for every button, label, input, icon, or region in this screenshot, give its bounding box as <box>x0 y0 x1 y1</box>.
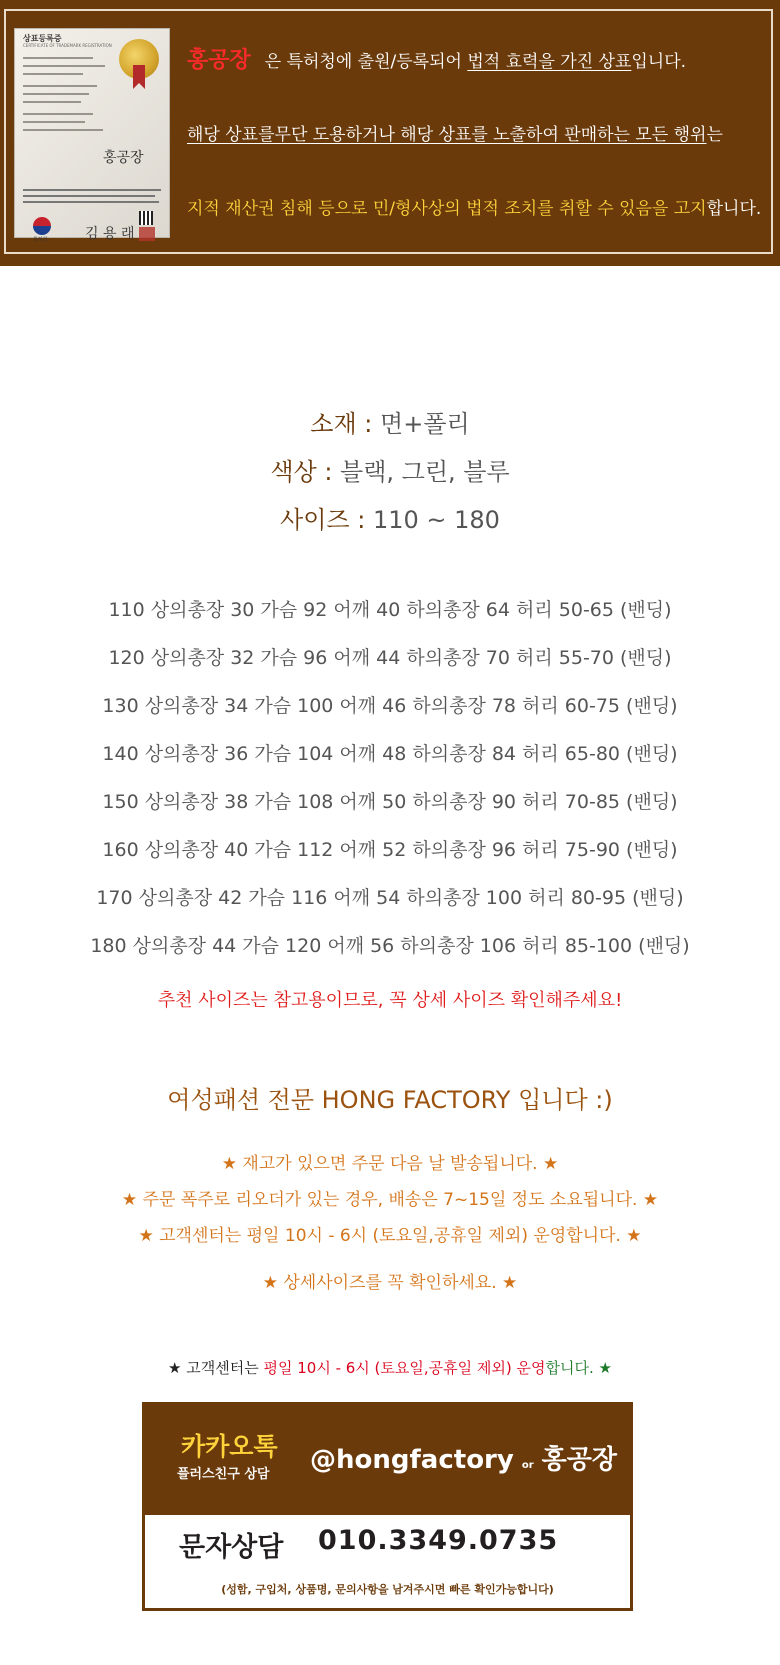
certificate-signature: 김 용 래 <box>85 226 135 242</box>
banner-line-3-end: 합니다. <box>706 199 762 219</box>
certificate-line <box>23 65 105 67</box>
banner-line-1-text: 은 특허청에 출원/등록되어 <box>264 52 468 72</box>
material-value: 면+폴리 <box>372 410 470 438</box>
material-label: 소재 : <box>310 410 373 438</box>
certificate-paragraph-line <box>23 195 155 197</box>
certificate-line <box>23 73 83 75</box>
cs-suffix: 합니다. <box>545 1359 594 1377</box>
cs-hours: 평일 10시 - 6시 (토요일,공휴일 제외) 운영 <box>263 1359 546 1377</box>
contact-note: (성함, 구입처, 상품명, 문의사항을 남겨주시면 빠른 확인가능합니다) <box>221 1583 554 1596</box>
banner-line-1-emphasis: 법적 효력을 가진 상표 <box>467 52 632 72</box>
phone-number[interactable]: 010.3349.0735 <box>318 1525 559 1556</box>
cs-prefix: ★ 고객센터는 <box>168 1359 264 1377</box>
shipping-note: ★ 재고가 있으면 주문 다음 날 발송됩니다. ★ <box>221 1154 559 1174</box>
korea-emblem-icon <box>33 217 51 235</box>
size-row: 140 상의총장 36 가슴 104 어깨 48 하의총장 84 허리 65-80 (밴딩) <box>102 743 678 765</box>
certificate-mark: 홍공장 <box>103 150 144 166</box>
size-row: 120 상의총장 32 가슴 96 어깨 44 하의총장 70 허리 55-70 (밴딩) <box>108 647 672 669</box>
banner-line-2-emphasis: 무단 도용하거나 해당 상표를 노출하여 판매하는 모든 행위 <box>274 125 707 145</box>
certificate-line <box>23 93 89 95</box>
cs-star: ★ <box>593 1359 612 1377</box>
shipping-note: ★ 고객센터는 평일 10시 - 6시 (토요일,공휴일 제외) 운영합니다. ★ <box>138 1226 642 1246</box>
kakao-handle-line <box>310 1439 617 1476</box>
size-row: 170 상의총장 42 가슴 116 어깨 54 하의총장 100 허리 80-95 (밴딩) <box>96 887 684 909</box>
shipping-note: ★ 상세사이즈를 꼭 확인하세요. ★ <box>262 1273 518 1293</box>
customer-service-hours <box>0 1357 780 1378</box>
kakao-section <box>145 1405 630 1515</box>
color-spec <box>0 452 780 487</box>
size-spec <box>0 500 780 535</box>
seal-ribbon-icon <box>133 65 145 89</box>
or-label: or <box>521 1460 534 1471</box>
size-notice: 추천 사이즈는 참고용이므로, 꼭 상세 사이즈 확인해주세요! <box>157 990 623 1011</box>
shipping-note: ★ 주문 폭주로 리오더가 있는 경우, 배송은 7~15일 정도 소요됩니다. ★ <box>121 1190 659 1210</box>
sms-label: 문자상담 <box>179 1532 284 1563</box>
qr-code-icon <box>139 211 153 225</box>
color-value: 블랙, 그린, 블루 <box>332 458 510 486</box>
banner-line-2 <box>187 120 723 145</box>
certificate-line <box>23 121 85 123</box>
size-row: 160 상의총장 40 가슴 112 어깨 52 하의총장 96 허리 75-90 (밴딩) <box>102 839 678 861</box>
trademark-certificate-image <box>14 28 170 243</box>
size-value: 110 ~ 180 <box>365 506 500 534</box>
certificate-line <box>23 129 103 131</box>
brand-name: 홍공장 <box>187 48 251 73</box>
shop-slogan: 여성패션 전문 HONG FACTORY 입니다 :) <box>167 1086 613 1114</box>
size-label: 사이즈 : <box>280 506 366 534</box>
certificate-line <box>23 57 93 59</box>
trademark-banner <box>0 0 780 266</box>
certificate-paragraph-line <box>23 189 161 191</box>
banner-line-1 <box>187 43 686 74</box>
certificate-subtitle: CERTIFICATE OF TRADEMARK REGISTRATION <box>23 43 112 48</box>
banner-line-3 <box>187 194 761 219</box>
certificate-line <box>23 101 81 103</box>
banner-line-2-text: 해당 상표를 <box>187 125 275 145</box>
material-spec <box>0 404 780 439</box>
kakao-brand: 홍공장 <box>541 1445 617 1475</box>
banner-line-3-text: 지적 재산권 침해 등으로 민/형사상의 법적 조치를 취할 수 있음을 고지 <box>187 199 707 219</box>
certificate-line <box>23 85 97 87</box>
color-label: 색상 : <box>270 458 333 486</box>
size-row: 110 상의총장 30 가슴 92 어깨 40 하의총장 64 허리 50-65 (밴딩) <box>108 599 672 621</box>
kakao-subtitle: 플러스친구 상담 <box>177 1467 270 1482</box>
banner-line-2-end: 는 <box>706 125 723 145</box>
official-stamp-icon <box>139 227 155 241</box>
certificate-office: 특허청 <box>33 237 48 243</box>
certificate-paragraph-line <box>23 201 159 203</box>
banner-line-1-end: 입니다. <box>631 52 687 72</box>
size-row: 130 상의총장 34 가슴 100 어깨 46 하의총장 78 허리 60-75 (밴딩) <box>102 695 678 717</box>
size-table <box>0 596 780 980</box>
kakao-handle[interactable]: @hongfactory <box>310 1445 514 1475</box>
contact-card <box>142 1402 633 1611</box>
certificate-line <box>23 113 93 115</box>
size-row: 150 상의총장 38 가슴 108 어깨 50 하의총장 90 허리 70-85 (밴딩) <box>102 791 678 813</box>
kakao-title: 카카오톡 <box>181 1432 278 1461</box>
certificate-title: 상표등록증 <box>23 34 62 43</box>
size-row: 180 상의총장 44 가슴 120 어깨 56 하의총장 106 허리 85-100 (밴딩) <box>90 935 690 957</box>
